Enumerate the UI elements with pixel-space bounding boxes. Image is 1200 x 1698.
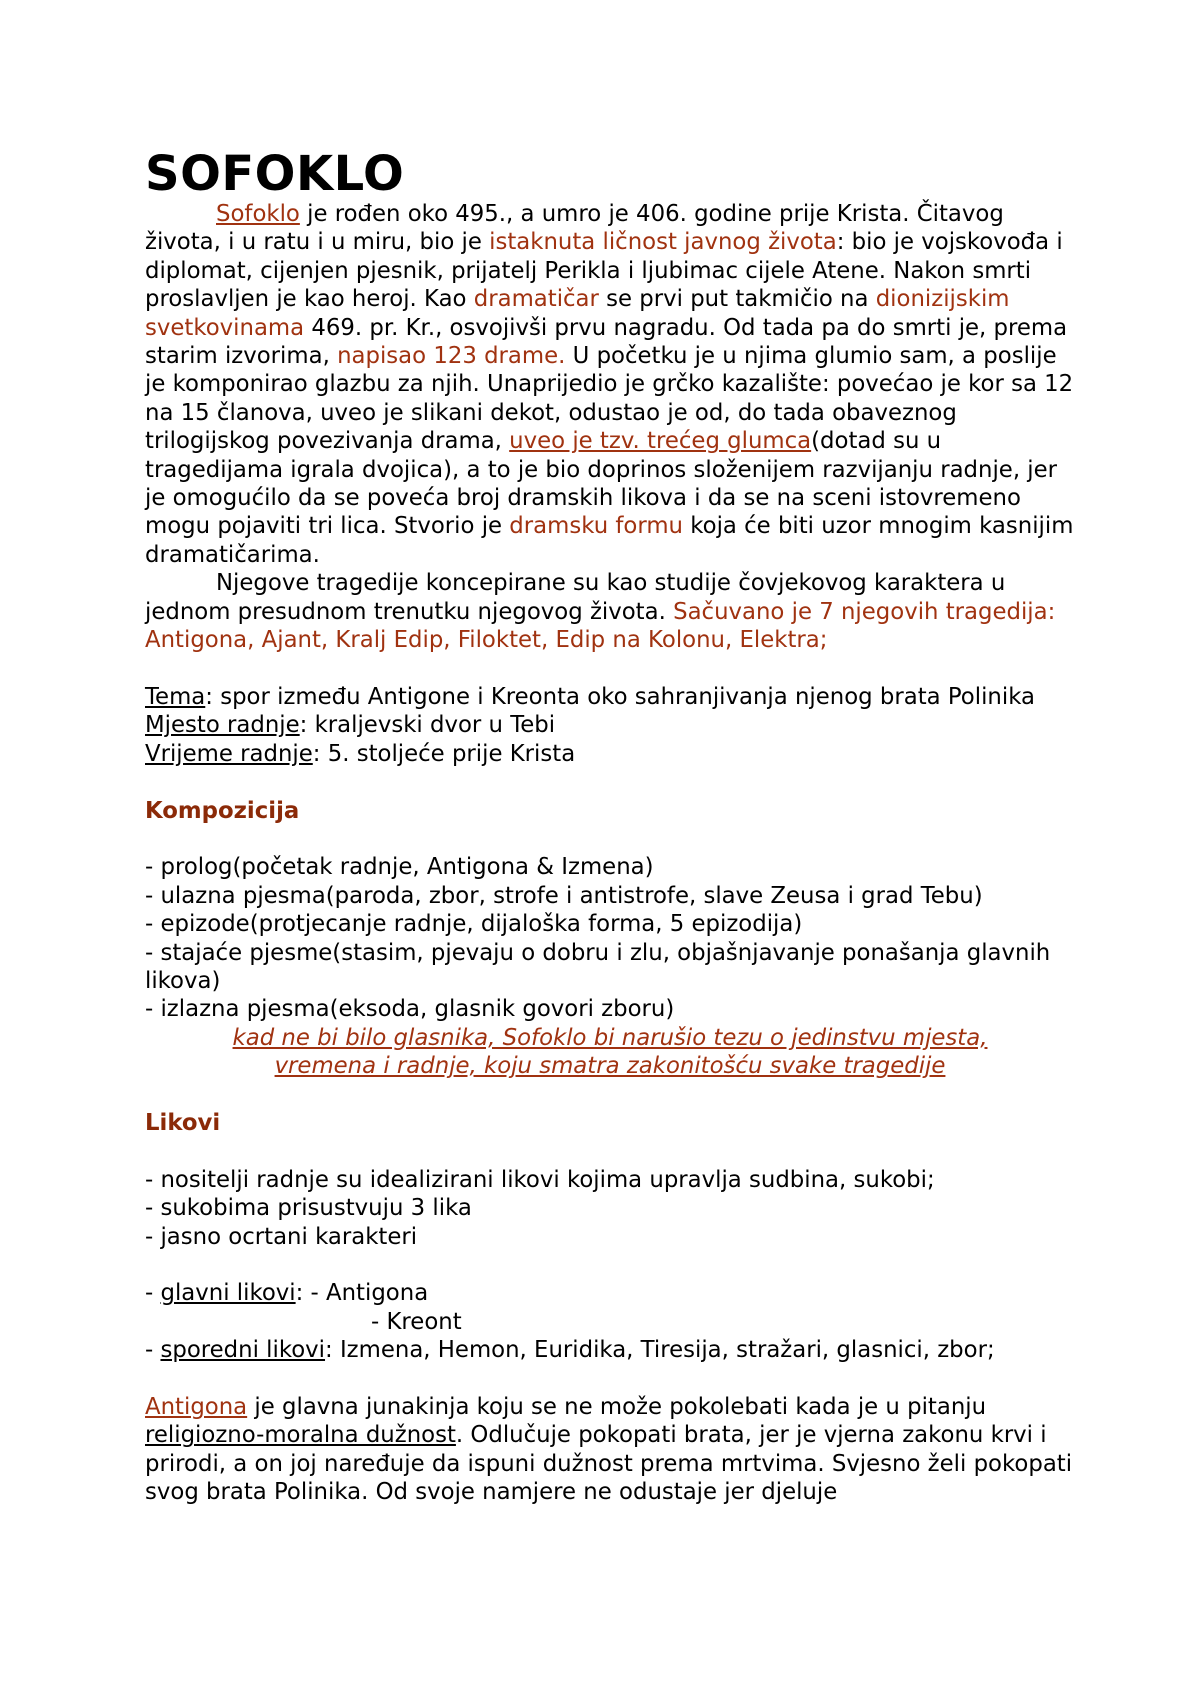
highlighted-text: uveo je tzv. trećeg glumca xyxy=(509,428,812,455)
tema-text: : spor između Antigone i Kreonta oko sahranjivanja njenog brata Polinika xyxy=(205,683,1035,710)
text-run: Njegove tragedije koncepirane su kao studije čovjekovog karaktera u jednom presudnom trenutku njegovog života. xyxy=(145,570,1006,625)
text-run: . Odlučuje pokopati brata, jer je vjerna zakonu krvi i prirodi, a on joj naređuje da ispuni dužnost prema mrtvima. Svjesno želi pokopati svog brata Polinika. Od svoje namjere ne odustaje jer djeluje xyxy=(145,1422,1073,1506)
document-title: SOFOKLO xyxy=(145,146,405,202)
highlighted-text: Sačuvano je 7 njegovih tragedija: Antigona, Ajant, Kralj Edip, Filoktet, Edip na Kolonu, Elektra; xyxy=(145,598,1056,654)
glavni-prefix: - xyxy=(145,1280,161,1307)
tema-line xyxy=(145,683,1075,711)
kompozicija-item: - epizode(protjecanje radnje, dijaloška forma, 5 epizodija) xyxy=(145,911,803,938)
glavni-likovi-label: glavni likovi xyxy=(160,1280,296,1307)
kompozicija-note-line-2: vremena i radnje, koju smatra zakonitošću svake tragedije xyxy=(274,1053,946,1080)
spacer xyxy=(145,1365,1075,1393)
intro-paragraph-2 xyxy=(145,569,1075,654)
intro-paragraph-1 xyxy=(145,200,1075,569)
spacer xyxy=(145,1251,1075,1279)
mjesto-text: : kraljevski dvor u Tebi xyxy=(299,712,556,739)
sporedni-likovi-text: : Izmena, Hemon, Euridika, Tiresija, stražari, glasnici, zbor; xyxy=(325,1337,995,1364)
spacer xyxy=(145,655,1075,683)
sporedni-likovi-label: sporedni likovi xyxy=(160,1337,326,1364)
antigona-paragraph xyxy=(145,1393,1075,1507)
sporedni-prefix: - xyxy=(145,1337,161,1364)
kompozicija-item: - ulazna pjesma(paroda, zbor, strofe i antistrofe, slave Zeusa i grad Tebu) xyxy=(145,882,983,909)
kompozicija-note-line-1: kad ne bi bilo glasnika, Sofoklo bi narušio tezu o jedinstvu mjesta, xyxy=(232,1024,988,1051)
highlighted-text: dramatičar xyxy=(473,286,599,313)
vrijeme-text: : 5. stoljeće prije Krista xyxy=(312,740,576,767)
glavni-likovi-line xyxy=(145,1279,1075,1307)
likovi-item: - nositelji radnje su idealizirani likovi kojima upravlja sudbina, sukobi; xyxy=(145,1166,935,1193)
kompozicija-heading: Kompozicija xyxy=(145,797,300,824)
likovi-item: - sukobima prisustvuju 3 lika xyxy=(145,1195,472,1222)
vrijeme-line xyxy=(145,740,1075,768)
highlighted-text: napisao 123 drame. xyxy=(337,343,566,370)
glavni-likovi-second: - Kreont xyxy=(371,1308,462,1335)
text-run: U početku je u njima glumio sam, a poslije je komponirao glazbu za njih. Unaprijedio je grčko kazalište: povećao je kor sa 12 na 15 članova, uveo je slikani dekot, odustao je od, do tada obaveznog trilogijskog povezivanja drama, xyxy=(145,343,1074,455)
text-run: (dotad su u tragedijama igrala dvojica), a to je bio doprinos složenijem razvijanju radnje, jer je omogućilo da se poveća broj dramskih likova i da se na sceni istovremeno mogu pojaviti tri lica. Stvorio je xyxy=(145,428,1058,540)
highlighted-text: religiozno-moralna dužnost xyxy=(145,1422,456,1449)
vrijeme-label: Vrijeme radnje xyxy=(145,740,313,767)
tema-label: Tema xyxy=(145,683,206,710)
mjesto-label: Mjesto radnje xyxy=(145,712,300,739)
text-run: je rođen oko 495., a umro je 406. godine prije Krista. Čitavog života, i u ratu i u miru, bio je xyxy=(145,201,1004,256)
kompozicija-item: - prolog(početak radnje, Antigona & Izmena) xyxy=(145,854,654,881)
highlighted-text: dionizijskim svetkovinama xyxy=(145,286,1010,341)
spacer xyxy=(145,1081,1075,1109)
document-body xyxy=(145,148,1075,1507)
spacer xyxy=(145,1137,1075,1165)
likovi-item: - jasno ocrtani karakteri xyxy=(145,1223,418,1250)
glavni-likovi-text: : - Antigona xyxy=(295,1280,429,1307)
text-run: se prvi put takmičio na xyxy=(598,286,876,313)
highlighted-text: dramsku formu xyxy=(509,513,683,540)
mjesto-line xyxy=(145,711,1075,739)
highlighted-text: istaknuta ličnost javnog života xyxy=(489,229,837,256)
sporedni-likovi-line xyxy=(145,1336,1075,1364)
kompozicija-item: - izlazna pjesma(eksoda, glasnik govori zboru) xyxy=(145,996,675,1023)
text-run: je glavna junakinja koju se ne može pokolebati kada je u pitanju xyxy=(247,1393,987,1420)
text-run: koja će biti uzor mnogim kasnijim dramatičarima. xyxy=(145,513,1074,568)
text-run: 469. pr. Kr., osvojivši prvu nagradu. Od tada pa do smrti je, prema starim izvorima, xyxy=(145,314,1068,370)
kompozicija-item: - stajaće pjesme(stasim, pjevaju o dobru i zlu, objašnjavanje ponašanja glavnih likova) xyxy=(145,939,1051,994)
highlighted-text: Sofoklo xyxy=(216,201,300,227)
spacer xyxy=(145,825,1075,853)
text-run: : bio je vojskovođa i diplomat, cijenjen pjesnik, prijatelj Perikla i ljubimac cijele Atene. Nakon smrti proslavljen je kao heroj. Kao xyxy=(145,229,1063,313)
likovi-heading: Likovi xyxy=(145,1109,221,1136)
spacer xyxy=(145,768,1075,796)
highlighted-text: Antigona xyxy=(145,1393,248,1420)
